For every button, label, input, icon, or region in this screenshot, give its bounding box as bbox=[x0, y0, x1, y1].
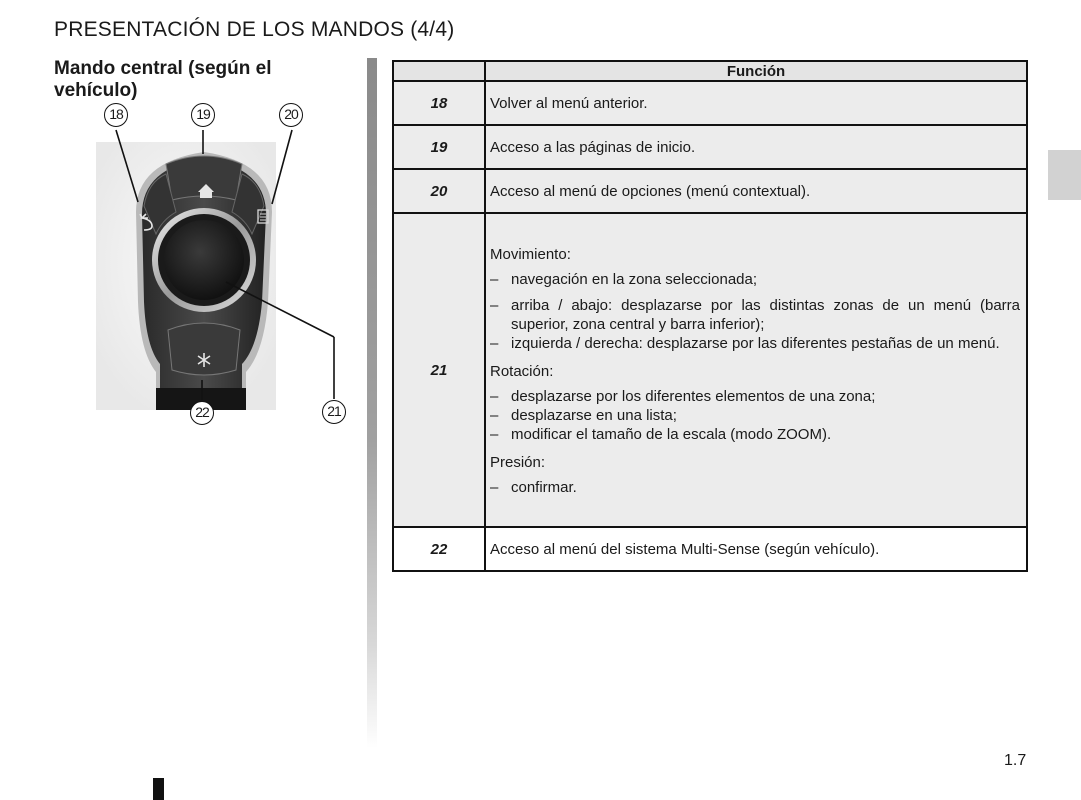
rotation-heading: Rotación: bbox=[490, 363, 554, 380]
list-item: – modificar el tamaño de la escala (modo ZOOM). bbox=[490, 426, 832, 443]
row-description: Acceso al menú de opciones (menú contextual). bbox=[485, 169, 1027, 213]
callout-22: 22 bbox=[190, 401, 214, 425]
row-number: 21 bbox=[393, 213, 485, 527]
row-number: 20 bbox=[393, 169, 485, 213]
callout-21: 21 bbox=[322, 400, 346, 424]
table-row bbox=[393, 81, 1027, 125]
central-controller-figure bbox=[96, 102, 356, 422]
section-title: Mando central (según el vehículo) bbox=[54, 58, 272, 101]
side-tab-marker bbox=[1048, 150, 1081, 200]
list-item: – navegación en la zona seleccionada; bbox=[490, 271, 758, 288]
controller-illustration bbox=[96, 102, 356, 422]
page-title: PRESENTACIÓN DE LOS MANDOS (4/4) bbox=[54, 18, 455, 41]
row-description: Acceso a las páginas de inicio. bbox=[485, 125, 1027, 169]
row-number: 19 bbox=[393, 125, 485, 169]
table-row bbox=[393, 213, 1027, 527]
page-number: 1.7 bbox=[1004, 752, 1027, 769]
callout-18: 18 bbox=[104, 103, 128, 127]
table-row bbox=[393, 527, 1027, 571]
row-number: 22 bbox=[393, 527, 485, 571]
list-item: – izquierda / derecha: desplazarse por las diferentes pestañas de un menú. bbox=[490, 335, 1000, 352]
list-item: – confirmar. bbox=[490, 479, 577, 496]
table-header-row bbox=[393, 61, 1027, 81]
row-description: Acceso al menú del sistema Multi-Sense (según vehículo). bbox=[485, 527, 1027, 571]
table-row bbox=[393, 125, 1027, 169]
table-header-number bbox=[393, 61, 485, 81]
press-heading: Presión: bbox=[490, 454, 546, 471]
row-description: Volver al menú anterior. bbox=[485, 81, 1027, 125]
list-item: – arriba / abajo: desplazarse por las distintas zonas de un menú (barra superior, zona central y barra inferior); bbox=[490, 297, 1020, 333]
row-description-joystick bbox=[485, 213, 1027, 527]
table-header-function: Función bbox=[485, 61, 1027, 81]
table-row bbox=[393, 169, 1027, 213]
row-number: 18 bbox=[393, 81, 485, 125]
function-table bbox=[392, 60, 1028, 572]
corner-mark bbox=[153, 778, 164, 800]
callout-19: 19 bbox=[191, 103, 215, 127]
column-divider bbox=[367, 58, 377, 748]
movement-heading: Movimiento: bbox=[490, 246, 571, 263]
callout-20: 20 bbox=[279, 103, 303, 127]
list-item: – desplazarse en una lista; bbox=[490, 407, 677, 424]
rotary-knob bbox=[164, 220, 244, 300]
list-item: – desplazarse por los diferentes elementos de una zona; bbox=[490, 388, 876, 405]
